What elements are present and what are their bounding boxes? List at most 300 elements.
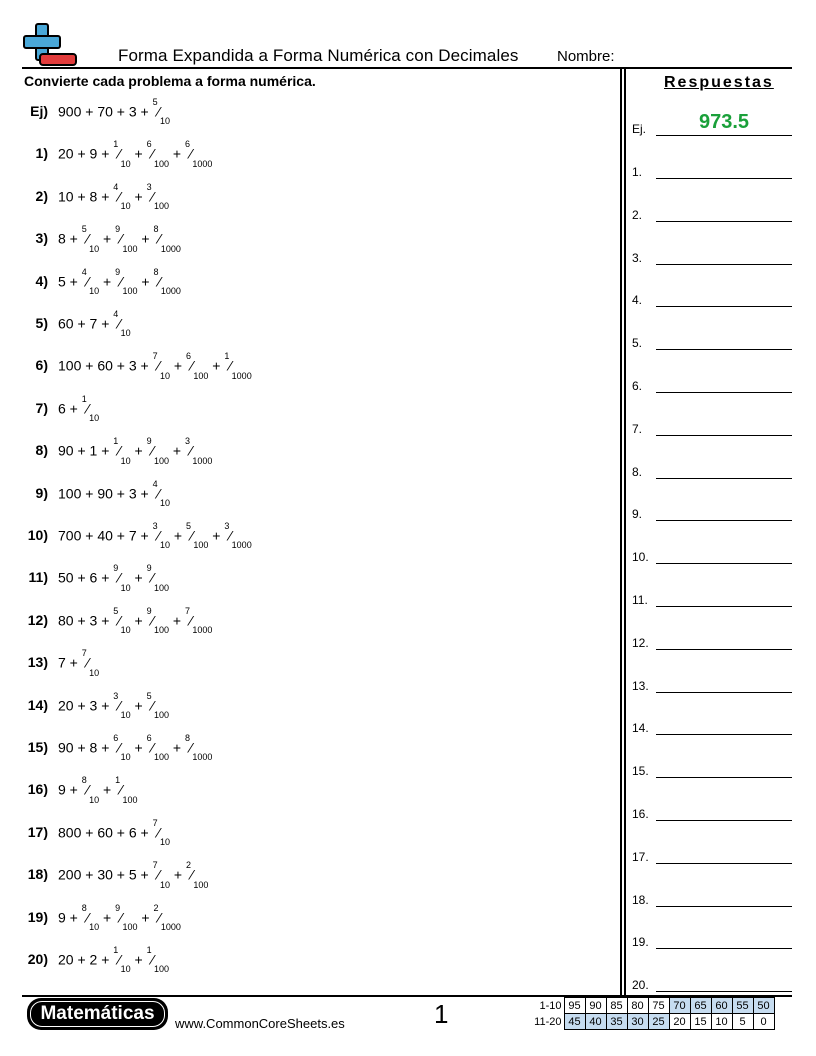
fraction: $^7⁄_{10}$ bbox=[152, 817, 170, 848]
fraction: $^4⁄_{10}$ bbox=[113, 181, 131, 212]
answer-row bbox=[632, 330, 792, 350]
problem-number: 7) bbox=[35, 399, 48, 416]
fraction: $^3⁄_{100}$ bbox=[146, 181, 170, 212]
fraction: $^7⁄_{10}$ bbox=[152, 860, 170, 890]
answer-line[interactable] bbox=[656, 178, 792, 179]
answer-row bbox=[632, 202, 792, 222]
denominator: 10 bbox=[159, 498, 170, 509]
fraction: $^5⁄_{10}$ bbox=[81, 224, 100, 254]
answer-label: 9. bbox=[632, 507, 643, 522]
fraction: $^6⁄_{10}$ bbox=[113, 733, 131, 763]
column-divider bbox=[624, 68, 626, 995]
answer-label: 16. bbox=[632, 807, 649, 821]
numerator: 1 bbox=[113, 139, 119, 150]
denominator: 100 bbox=[154, 582, 170, 593]
score-cell: 90 bbox=[585, 998, 606, 1014]
whole-part: 10 + 8 bbox=[58, 188, 98, 205]
score-row-label: 11-20 bbox=[534, 1015, 562, 1028]
whole-part: 7 bbox=[58, 654, 66, 671]
brand-text: Matemáticas bbox=[40, 1003, 155, 1024]
whole-part: 20 + 2 bbox=[58, 951, 98, 968]
numerator: 1 bbox=[81, 393, 87, 404]
problem-number: 5) bbox=[35, 315, 48, 331]
answer-line[interactable] bbox=[656, 221, 792, 222]
fraction: $^6⁄_{100}$ bbox=[146, 139, 170, 169]
worksheet-title: Forma Expandida a Forma Numérica con Decimales bbox=[118, 46, 519, 65]
answer-row bbox=[632, 715, 792, 735]
fraction: $^9⁄_{100}$ bbox=[146, 605, 170, 636]
fraction: $^1⁄_{10}$ bbox=[113, 945, 131, 975]
fraction: $^6⁄_{1000}$ bbox=[185, 139, 213, 169]
numerator: 3 bbox=[113, 690, 119, 701]
denominator: 10 bbox=[120, 201, 131, 212]
numerator: 6 bbox=[113, 733, 119, 743]
denominator: 10 bbox=[159, 540, 170, 551]
denominator: 100 bbox=[154, 964, 170, 975]
answer-line[interactable] bbox=[656, 649, 792, 650]
denominator: 10 bbox=[89, 667, 100, 678]
numerator: 1 bbox=[115, 775, 121, 786]
answer-line[interactable] bbox=[656, 777, 792, 778]
problem-expression: $200 + 30 + 5 + ^7⁄_{10}$ + $^2⁄_{100}$ bbox=[58, 860, 209, 890]
fraction: $^5⁄_{100}$ bbox=[146, 690, 170, 721]
fraction: $^7⁄_{10}$ bbox=[152, 351, 170, 381]
problem-number: 17) bbox=[27, 823, 48, 840]
answer-row bbox=[632, 587, 792, 607]
numerator: 8 bbox=[185, 733, 191, 743]
answer-label: 5. bbox=[632, 336, 643, 351]
whole-part: 6 bbox=[58, 400, 66, 417]
whole-part: 90 + 1 bbox=[58, 442, 98, 459]
header-divider bbox=[22, 67, 792, 69]
problem-number: 20) bbox=[27, 951, 48, 967]
denominator: 100 bbox=[122, 794, 138, 805]
answers-title: Respuestas bbox=[664, 74, 774, 91]
denominator: 1000 bbox=[192, 158, 213, 169]
denominator: 1000 bbox=[160, 922, 181, 933]
problem-expression: $900 + 70 + 3 + ^5⁄_{10}$ bbox=[58, 97, 170, 127]
numerator: 7 bbox=[152, 351, 158, 362]
denominator: 10 bbox=[159, 837, 170, 848]
fraction: $^8⁄_{1000}$ bbox=[185, 733, 213, 763]
whole-part: 80 + 3 bbox=[58, 612, 98, 629]
answer-line[interactable] bbox=[656, 906, 792, 907]
answer-label: 14. bbox=[632, 721, 649, 736]
answer-row bbox=[632, 929, 792, 949]
denominator: 100 bbox=[122, 243, 138, 254]
fraction: $^4⁄_{10}$ bbox=[81, 266, 100, 297]
score-cell: 35 bbox=[606, 1014, 627, 1030]
score-cell: 50 bbox=[753, 998, 774, 1014]
problem-number: 12) bbox=[27, 611, 48, 628]
problem-number: 1) bbox=[35, 145, 48, 162]
brand-badge-border bbox=[30, 1001, 165, 1027]
answer-line[interactable] bbox=[656, 563, 792, 564]
fraction: $^2⁄_{1000}$ bbox=[153, 902, 181, 933]
answer-label: 1. bbox=[632, 165, 643, 179]
answer-row-example bbox=[632, 111, 792, 136]
problem-expression: $5 + ^4⁄_{10}$ + $^9⁄_{100}$ + $^8⁄_{1000}$ bbox=[58, 266, 181, 297]
answer-label: 13. bbox=[632, 678, 649, 693]
denominator: 1000 bbox=[192, 752, 213, 763]
problem-number: 18) bbox=[27, 866, 48, 883]
answer-row bbox=[632, 159, 792, 179]
fraction: $^4⁄_{10}$ bbox=[113, 309, 131, 339]
problem-expression: $60 + 7 + ^4⁄_{10}$ bbox=[58, 309, 131, 339]
problem-expression: $100 + 90 + 3 + ^4⁄_{10}$ bbox=[58, 478, 170, 509]
answer-label: 10. bbox=[632, 550, 649, 565]
answer-row bbox=[632, 972, 792, 992]
problem-number: 8) bbox=[35, 442, 48, 459]
answer-row bbox=[632, 673, 792, 693]
denominator: 100 bbox=[122, 922, 138, 933]
numerator: 3 bbox=[185, 436, 191, 447]
fraction: $^5⁄_{10}$ bbox=[113, 605, 131, 636]
denominator: 10 bbox=[89, 413, 100, 424]
numerator: 7 bbox=[152, 860, 158, 871]
answer-line[interactable] bbox=[656, 606, 792, 607]
answer-line[interactable] bbox=[656, 520, 792, 521]
denominator: 10 bbox=[120, 964, 131, 975]
answer-line bbox=[656, 135, 792, 136]
numerator: 1 bbox=[113, 945, 119, 955]
denominator: 100 bbox=[154, 201, 170, 212]
fraction: $^1⁄_{10}$ bbox=[113, 139, 131, 169]
denominator: 1000 bbox=[160, 243, 181, 254]
denominator: 10 bbox=[89, 286, 100, 297]
answer-line[interactable] bbox=[656, 863, 792, 864]
problem-number: 6) bbox=[35, 357, 48, 374]
brand-badge bbox=[27, 998, 168, 1030]
whole-part: 100 + 60 + 3 bbox=[58, 358, 137, 375]
fraction: $^1⁄_{100}$ bbox=[146, 945, 170, 975]
numerator: 5 bbox=[81, 224, 87, 235]
problem-expression: $50 + 6 + ^9⁄_{10}$ + $^9⁄_{100}$ bbox=[58, 563, 170, 593]
whole-part: 800 + 60 + 6 bbox=[58, 824, 137, 841]
denominator: 10 bbox=[120, 328, 131, 339]
answer-label: 3. bbox=[632, 250, 643, 265]
whole-part: 60 + 7 bbox=[58, 315, 98, 332]
fraction: $^9⁄_{100}$ bbox=[115, 224, 138, 254]
problem-number: 19) bbox=[27, 908, 48, 925]
score-cell: 0 bbox=[753, 1014, 774, 1030]
fraction: $^9⁄_{10}$ bbox=[113, 563, 131, 593]
numerator: 1 bbox=[113, 436, 119, 447]
denominator: 100 bbox=[193, 540, 209, 551]
whole-part: 200 + 30 + 5 bbox=[58, 866, 137, 883]
problem-number: 15) bbox=[27, 739, 48, 755]
answer-line[interactable] bbox=[656, 435, 792, 436]
plus-minus-logo-icon bbox=[22, 22, 80, 68]
site-url: www.CommonCoreSheets.es bbox=[175, 1016, 345, 1031]
answer-row bbox=[632, 544, 792, 564]
score-cell: 20 bbox=[669, 1014, 690, 1030]
whole-part: 90 + 8 bbox=[58, 739, 98, 756]
numerator: 8 bbox=[81, 775, 87, 786]
numerator: 6 bbox=[146, 139, 152, 150]
numerator: 5 bbox=[146, 690, 152, 701]
numerator: 6 bbox=[185, 351, 191, 362]
fraction: $^9⁄_{100}$ bbox=[146, 563, 170, 593]
problem-number: 13) bbox=[27, 654, 48, 671]
answer-line[interactable] bbox=[656, 264, 792, 265]
denominator: 100 bbox=[154, 752, 170, 763]
answer-label: 8. bbox=[632, 464, 643, 479]
score-cell: 60 bbox=[711, 998, 732, 1014]
denominator: 100 bbox=[154, 710, 170, 721]
whole-part: 9 bbox=[58, 782, 66, 799]
answer-row bbox=[632, 887, 792, 907]
problem-expression: $20 + 3 + ^3⁄_{10}$ + $^5⁄_{100}$ bbox=[58, 690, 170, 721]
score-cell: 30 bbox=[627, 1014, 648, 1030]
score-cell: 65 bbox=[690, 998, 711, 1014]
numerator: 1 bbox=[224, 351, 230, 362]
fraction: $^7⁄_{10}$ bbox=[81, 648, 100, 678]
problem-expression: $100 + 60 + 3 + ^7⁄_{10}$ + $^6⁄_{100}$ + $^1⁄_{1000}$ bbox=[58, 351, 252, 381]
numerator: 9 bbox=[115, 224, 121, 235]
denominator: 10 bbox=[120, 625, 131, 636]
fraction: $^3⁄_{10}$ bbox=[113, 690, 131, 721]
numerator: 4 bbox=[152, 478, 158, 489]
denominator: 10 bbox=[89, 922, 100, 933]
numerator: 8 bbox=[153, 224, 159, 235]
numerator: 1 bbox=[146, 945, 152, 955]
denominator: 1000 bbox=[192, 625, 213, 636]
score-row-label: 1-10 bbox=[539, 999, 562, 1012]
denominator: 10 bbox=[89, 243, 100, 254]
numerator: 3 bbox=[152, 521, 158, 531]
numerator: 4 bbox=[113, 181, 119, 192]
numerator: 4 bbox=[113, 309, 119, 319]
score-cell: 5 bbox=[732, 1014, 753, 1030]
answer-line[interactable] bbox=[656, 734, 792, 735]
answer-row bbox=[632, 630, 792, 650]
numerator: 9 bbox=[115, 902, 121, 913]
problem-number: 3) bbox=[35, 230, 48, 247]
fraction: $^1⁄_{100}$ bbox=[115, 775, 138, 805]
score-row bbox=[528, 1014, 774, 1030]
score-cell: 25 bbox=[648, 1014, 669, 1030]
fraction: $^8⁄_{1000}$ bbox=[153, 224, 181, 254]
problem-number: 4) bbox=[35, 272, 48, 289]
answer-label: 15. bbox=[632, 764, 649, 779]
fraction: $^8⁄_{10}$ bbox=[81, 902, 100, 933]
numerator: 9 bbox=[146, 436, 152, 447]
problem-expression: $700 + 40 + 7 + ^3⁄_{10}$ + $^5⁄_{100}$ + $^3⁄_{1000}$ bbox=[58, 521, 252, 551]
problem-expression: $90 + 8 + ^6⁄_{10}$ + $^6⁄_{100}$ + $^8⁄_{1000}$ bbox=[58, 733, 213, 763]
fraction: $^5⁄_{10}$ bbox=[152, 97, 170, 127]
numerator: 5 bbox=[152, 97, 158, 107]
answer-line[interactable] bbox=[656, 820, 792, 821]
denominator: 10 bbox=[120, 752, 131, 763]
column-divider bbox=[620, 68, 622, 995]
problem-number: 10) bbox=[27, 527, 48, 543]
answer-row bbox=[632, 501, 792, 521]
whole-part: 900 + 70 + 3 bbox=[58, 103, 137, 120]
denominator: 1000 bbox=[231, 370, 252, 381]
answer-row bbox=[632, 758, 792, 778]
answer-label: 7. bbox=[632, 421, 643, 436]
denominator: 100 bbox=[193, 370, 209, 381]
fraction: $^1⁄_{1000}$ bbox=[224, 351, 252, 381]
denominator: 1000 bbox=[160, 286, 181, 297]
denominator: 10 bbox=[120, 582, 131, 593]
answer-row bbox=[632, 459, 792, 479]
whole-part: 50 + 6 bbox=[58, 570, 98, 587]
fraction: $^1⁄_{10}$ bbox=[113, 436, 131, 466]
answer-line[interactable] bbox=[656, 478, 792, 479]
denominator: 10 bbox=[120, 158, 131, 169]
numerator: 6 bbox=[185, 139, 191, 150]
numerator: 4 bbox=[81, 266, 87, 277]
fraction: $^3⁄_{1000}$ bbox=[224, 521, 252, 551]
denominator: 100 bbox=[193, 879, 209, 890]
fraction: $^7⁄_{1000}$ bbox=[185, 605, 213, 636]
fraction: $^3⁄_{1000}$ bbox=[185, 436, 213, 466]
problem-number: 14) bbox=[27, 696, 48, 713]
numerator: 8 bbox=[153, 266, 159, 277]
whole-part: 8 bbox=[58, 230, 66, 247]
numerator: 8 bbox=[81, 902, 87, 913]
score-cell: 85 bbox=[606, 998, 627, 1014]
score-cell: 70 bbox=[669, 998, 690, 1014]
numerator: 9 bbox=[113, 563, 119, 574]
answer-label: 17. bbox=[632, 849, 649, 864]
fraction: $^4⁄_{10}$ bbox=[152, 478, 170, 509]
denominator: 10 bbox=[120, 455, 131, 466]
numerator: 2 bbox=[153, 902, 159, 913]
problem-expression: $6 + ^1⁄_{10}$ bbox=[58, 393, 100, 424]
answer-line[interactable] bbox=[656, 991, 792, 992]
problem-expression: $9 + ^8⁄_{10}$ + $^1⁄_{100}$ bbox=[58, 775, 138, 805]
fraction: $^6⁄_{100}$ bbox=[146, 733, 170, 763]
answer-line[interactable] bbox=[656, 349, 792, 350]
score-cell: 40 bbox=[585, 1014, 606, 1030]
problem-expression: $10 + 8 + ^4⁄_{10}$ + $^3⁄_{100}$ bbox=[58, 181, 170, 212]
name-label: Nombre: bbox=[557, 48, 615, 65]
answer-row bbox=[632, 373, 792, 393]
numerator: 3 bbox=[224, 521, 230, 531]
answer-label: 2. bbox=[632, 207, 643, 222]
answer-label: 6. bbox=[632, 379, 643, 393]
whole-part: 5 bbox=[58, 273, 66, 290]
answer-row bbox=[632, 245, 792, 265]
score-cell: 10 bbox=[711, 1014, 732, 1030]
score-cell: 95 bbox=[564, 998, 585, 1014]
fraction: $^3⁄_{10}$ bbox=[152, 521, 170, 551]
score-cell: 55 bbox=[732, 998, 753, 1014]
score-cell: 75 bbox=[648, 998, 669, 1014]
whole-part: 20 + 3 bbox=[58, 697, 98, 714]
denominator: 1000 bbox=[192, 455, 213, 466]
fraction: $^1⁄_{10}$ bbox=[81, 393, 100, 424]
score-cell: 80 bbox=[627, 998, 648, 1014]
denominator: 10 bbox=[159, 879, 170, 890]
denominator: 10 bbox=[120, 710, 131, 721]
answer-line[interactable] bbox=[656, 392, 792, 393]
denominator: 100 bbox=[154, 625, 170, 636]
page-number: 1 bbox=[434, 999, 449, 1029]
numerator: 9 bbox=[146, 605, 152, 616]
problem-number: Ej) bbox=[30, 103, 48, 119]
answer-label: 11. bbox=[632, 593, 648, 607]
answer-row bbox=[632, 287, 792, 307]
problem-expression: $90 + 1 + ^1⁄_{10}$ + $^9⁄_{100}$ + $^3⁄_{1000}$ bbox=[58, 436, 213, 466]
answer-line[interactable] bbox=[656, 948, 792, 949]
fraction: $^9⁄_{100}$ bbox=[115, 902, 138, 933]
answer-label: 12. bbox=[632, 635, 649, 650]
example-answer-value: 973.5 bbox=[698, 111, 750, 133]
score-cell: 45 bbox=[564, 1014, 585, 1030]
numerator: 9 bbox=[146, 563, 152, 574]
denominator: 100 bbox=[154, 455, 170, 466]
answer-label: 18. bbox=[632, 892, 649, 907]
problem-number: 9) bbox=[35, 484, 48, 501]
numerator: 2 bbox=[185, 860, 191, 871]
denominator: 10 bbox=[159, 116, 170, 127]
fraction: $^8⁄_{1000}$ bbox=[153, 266, 181, 297]
problem-expression: $20 + 9 + ^1⁄_{10}$ + $^6⁄_{100}$ + $^6⁄_{1000}$ bbox=[58, 139, 213, 169]
fraction: $^5⁄_{100}$ bbox=[185, 521, 209, 551]
problem-expression: $80 + 3 + ^5⁄_{10}$ + $^9⁄_{100}$ + $^7⁄_{1000}$ bbox=[58, 605, 213, 636]
denominator: 100 bbox=[154, 158, 170, 169]
answer-row bbox=[632, 801, 792, 821]
score-row bbox=[528, 998, 774, 1014]
whole-part: 20 + 9 bbox=[58, 146, 98, 163]
fraction: $^8⁄_{10}$ bbox=[81, 775, 100, 805]
numerator: 7 bbox=[152, 817, 158, 828]
numerator: 6 bbox=[146, 733, 152, 743]
score-cell: 15 bbox=[690, 1014, 711, 1030]
problem-expression: $8 + ^5⁄_{10}$ + $^9⁄_{100}$ + $^8⁄_{1000}$ bbox=[58, 224, 181, 254]
answer-label: 19. bbox=[632, 935, 649, 950]
whole-part: 700 + 40 + 7 bbox=[58, 527, 137, 544]
denominator: 10 bbox=[159, 370, 170, 381]
answer-label: 4. bbox=[632, 293, 643, 308]
fraction: $^2⁄_{100}$ bbox=[185, 860, 209, 890]
instruction-text: Convierte cada problema a forma numérica. bbox=[24, 73, 316, 89]
numerator: 5 bbox=[185, 521, 191, 531]
problem-expression: $20 + 2 + ^1⁄_{10}$ + $^1⁄_{100}$ bbox=[58, 945, 170, 975]
problem-number: 11) bbox=[28, 569, 48, 586]
answer-line[interactable] bbox=[656, 692, 792, 693]
fraction: $^9⁄_{100}$ bbox=[146, 436, 170, 466]
whole-part: 100 + 90 + 3 bbox=[58, 485, 137, 502]
answer-line[interactable] bbox=[656, 306, 792, 307]
fraction: $^9⁄_{100}$ bbox=[115, 266, 138, 297]
numerator: 9 bbox=[115, 266, 121, 277]
answer-row bbox=[632, 844, 792, 864]
numerator: 5 bbox=[113, 605, 119, 616]
problem-expression: $7 + ^7⁄_{10}$ bbox=[58, 648, 100, 678]
problem-number: 16) bbox=[27, 781, 48, 798]
answer-label: 20. bbox=[632, 978, 649, 993]
problem-expression: $9 + ^8⁄_{10}$ + $^9⁄_{100}$ + $^2⁄_{1000}$ bbox=[58, 902, 181, 933]
answer-row bbox=[632, 416, 792, 436]
denominator: 1000 bbox=[231, 540, 252, 551]
answer-label: Ej. bbox=[632, 122, 647, 136]
numerator: 7 bbox=[81, 648, 87, 659]
fraction: $^6⁄_{100}$ bbox=[185, 351, 209, 381]
score-table bbox=[528, 997, 775, 1030]
numerator: 3 bbox=[146, 181, 152, 192]
problem-expression: $800 + 60 + 6 + ^7⁄_{10}$ bbox=[58, 817, 170, 848]
denominator: 10 bbox=[89, 794, 100, 805]
denominator: 100 bbox=[122, 286, 138, 297]
problem-number: 2) bbox=[35, 187, 48, 204]
whole-part: 9 bbox=[58, 909, 66, 926]
numerator: 7 bbox=[185, 605, 191, 616]
